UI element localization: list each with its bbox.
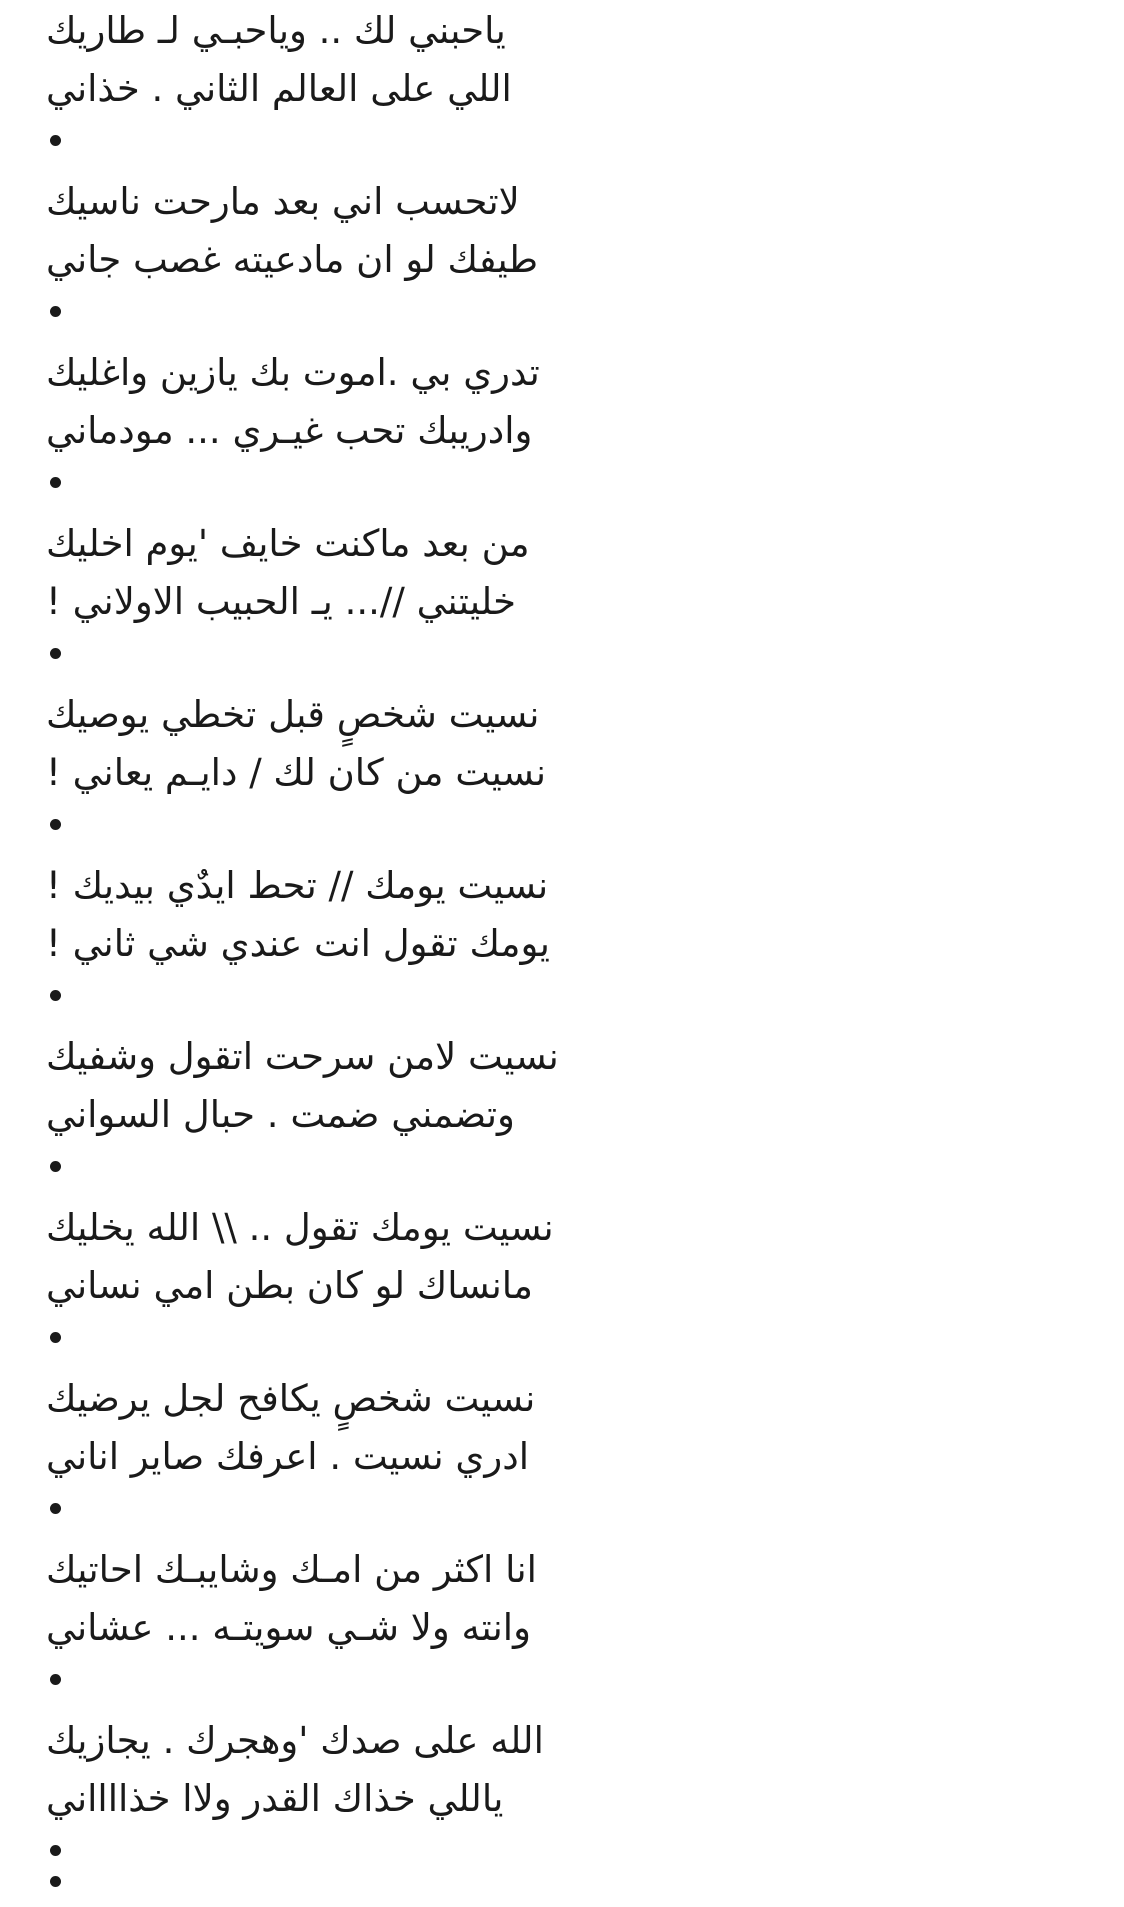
verse-line: وتضمني ضمت . حبال السواني — [46, 1093, 515, 1136]
verse-line: نسيت يومك // تحط ايدٌي بيديك ! — [46, 864, 549, 907]
verse-line: نسيت يومك تقول .. \\ الله يخليك — [46, 1206, 554, 1249]
verse-line: يومك تقول انت عندي شي ثاني ! — [46, 922, 550, 965]
stanza — [46, 342, 666, 513]
verse-line: تدري بي .اموت بك يازين واغليك — [46, 351, 540, 394]
verse-line: طيفك لو ان مادعيته غصب جاني — [46, 238, 539, 281]
stanza — [46, 855, 666, 1026]
verse-line: نسيت من كان لك / دايـم يعاني ! — [46, 751, 547, 794]
stanza — [46, 0, 666, 171]
stanza — [46, 684, 666, 855]
stanza — [46, 513, 666, 684]
verse-line: خليتني //... يـ الحبيب الاولاني ! — [46, 580, 517, 623]
verse-line: لاتحسب اني بعد مارحت ناسيك — [46, 180, 520, 223]
bullet-separator — [50, 135, 61, 146]
bullet-separator — [50, 477, 61, 488]
verse-line: نسيت شخصٍ قبل تخطي يوصيك — [46, 693, 540, 736]
stanza — [46, 171, 666, 342]
bullet-separator — [50, 1503, 61, 1514]
stanza — [46, 1368, 666, 1539]
bullet-separator — [50, 1845, 61, 1856]
verse-line: ياللي خذاك القدر ولاا خذااااني — [46, 1777, 504, 1820]
verse-line: نسيت شخصٍ يكافح لجل يرضيك — [46, 1377, 536, 1420]
bullet-separator — [50, 1876, 61, 1887]
bullet-separator — [50, 819, 61, 830]
verse-line: انا اكثر من امـك وشايبـك احاتيك — [46, 1548, 537, 1591]
bullet-separator — [50, 990, 61, 1001]
verse-line: الله على صدك 'وهجرك . يجازيك — [46, 1719, 544, 1762]
verse-line: ادري نسيت . اعرفك صاير اناني — [46, 1435, 529, 1478]
verse-line: نسيت لامن سرحت اتقول وشفيك — [46, 1035, 559, 1078]
poem — [46, 0, 666, 1881]
verse-line: وادريبك تحب غيـري ... مودماني — [46, 409, 533, 452]
stanza — [46, 1026, 666, 1197]
verse-line: وانته ولا شـي سويتـه ... عشاني — [46, 1606, 531, 1649]
verse-line: اللي على العالم الثاني . خذاني — [46, 67, 512, 110]
verse-line: من بعد ماكنت خايف 'يوم اخليك — [46, 522, 530, 565]
verse-line: ياحبني لك .. وياحبـي لـ طاريك — [46, 9, 506, 52]
verse-line: مانساك لو كان بطن امي نساني — [46, 1264, 533, 1307]
stanza — [46, 1197, 666, 1368]
stanza — [46, 1710, 666, 1881]
bullet-separator — [50, 1161, 61, 1172]
bullet-separator — [50, 1332, 61, 1343]
stanza — [46, 1539, 666, 1710]
bullet-separator — [50, 1674, 61, 1685]
bullet-separator — [50, 306, 61, 317]
bullet-separator — [50, 648, 61, 659]
